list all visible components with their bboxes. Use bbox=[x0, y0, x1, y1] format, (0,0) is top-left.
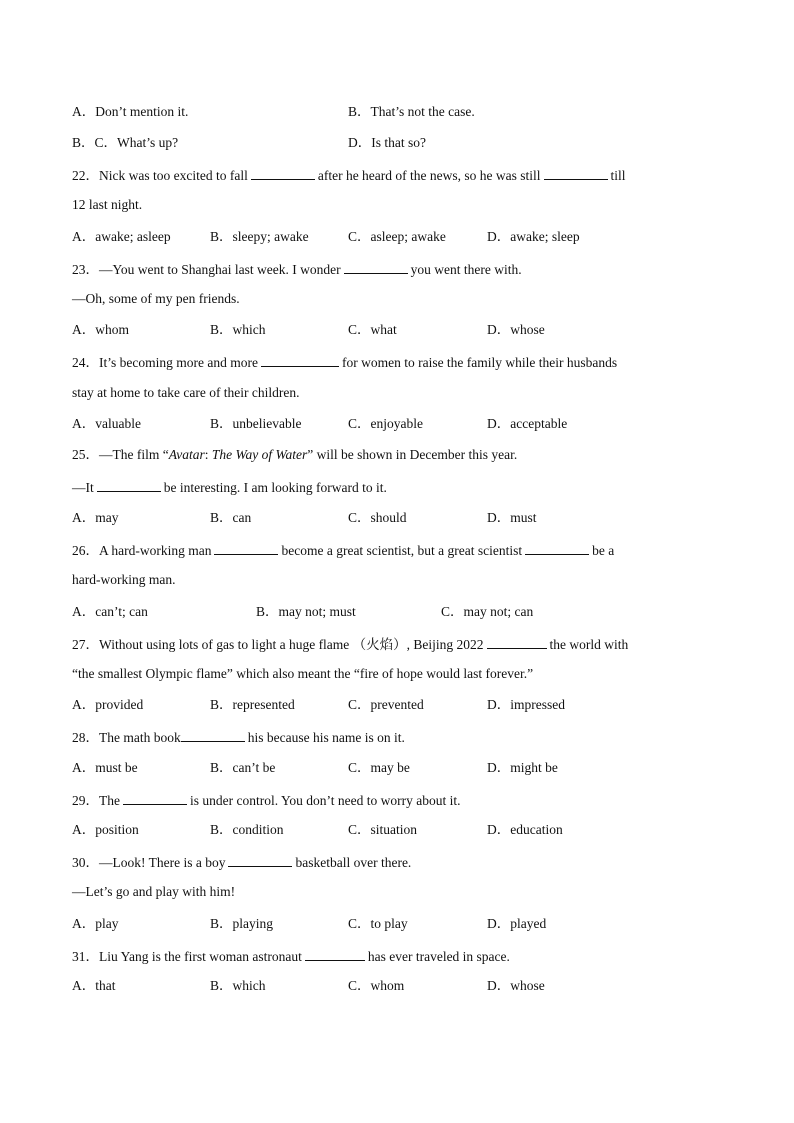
q28-option-c[interactable]: C．may be bbox=[348, 760, 410, 775]
q28-option-d[interactable]: D．might be bbox=[487, 760, 558, 775]
q22-stem-line1 bbox=[72, 166, 722, 184]
q29-stem-line1 bbox=[72, 791, 722, 809]
q22-text-3: till bbox=[610, 168, 626, 183]
q24-stem-line1 bbox=[72, 353, 722, 371]
q29-option-d[interactable]: D．education bbox=[487, 822, 563, 837]
q31-option-b[interactable]: B．which bbox=[210, 978, 266, 993]
q25-text-2: ” will be shown in December this year. bbox=[307, 447, 518, 462]
q26-option-a[interactable]: A．can’t; can bbox=[72, 604, 148, 619]
q27-stem-line2: “the smallest Olympic flame” which also meant the “fire of hope would last forever.” bbox=[72, 666, 534, 681]
q30-text-1: 30．—Look! There is a boy bbox=[72, 855, 226, 870]
q30-option-a[interactable]: A．play bbox=[72, 916, 119, 931]
q25-blank bbox=[97, 478, 161, 492]
q27-stem-line1 bbox=[72, 635, 722, 653]
q26-text-2: become a great scientist, but a great scientist bbox=[281, 543, 523, 558]
q25-film-title-a: Avatar bbox=[168, 447, 205, 462]
q31-text-1: 31．Liu Yang is the first woman astronaut bbox=[72, 949, 302, 964]
q30-option-b[interactable]: B．playing bbox=[210, 916, 273, 931]
q27-option-b[interactable]: B．represented bbox=[210, 697, 295, 712]
q28-stem-line1 bbox=[72, 728, 722, 746]
q25-stem-line1 bbox=[72, 447, 722, 463]
q26-blank-2 bbox=[525, 541, 589, 555]
q22-option-b[interactable]: B．sleepy; awake bbox=[210, 229, 309, 244]
q25-option-c[interactable]: C．should bbox=[348, 510, 407, 525]
q22-text-1: 22．Nick was too excited to fall bbox=[72, 168, 248, 183]
q29-text-1: 29．The bbox=[72, 793, 120, 808]
q23-option-d[interactable]: D．whose bbox=[487, 322, 545, 337]
q27-option-d[interactable]: D．impressed bbox=[487, 697, 565, 712]
q25-stem-line2 bbox=[72, 478, 722, 496]
q24-text-2: for women to raise the family while their husbands bbox=[341, 355, 618, 370]
q21-option-a[interactable]: A．Don’t mention it. bbox=[72, 104, 189, 119]
q28-blank bbox=[181, 728, 245, 742]
q21-option-c[interactable]: B．C．What’s up? bbox=[72, 135, 179, 150]
q30-option-c[interactable]: C．to play bbox=[348, 916, 408, 931]
q26-option-b[interactable]: B．may not; must bbox=[256, 604, 356, 619]
q30-text-2: basketball over there. bbox=[295, 855, 412, 870]
q25-option-d[interactable]: D．must bbox=[487, 510, 537, 525]
q23-stem-line2: —Oh, some of my pen friends. bbox=[72, 291, 240, 306]
q29-blank bbox=[123, 791, 187, 805]
q26-text-3: be a bbox=[592, 543, 615, 558]
q24-stem-line2: stay at home to take care of their children. bbox=[72, 385, 300, 400]
q31-option-c[interactable]: C．whom bbox=[348, 978, 405, 993]
q21-option-d[interactable]: D．Is that so? bbox=[348, 135, 426, 150]
q22-option-d[interactable]: D．awake; sleep bbox=[487, 229, 580, 244]
q25-text-4: be interesting. I am looking forward to it. bbox=[163, 480, 387, 495]
q27-text-1: 27．Without using lots of gas to light a huge flame （火焰）, Beijing 2022 bbox=[72, 637, 484, 652]
q29-option-a[interactable]: A．position bbox=[72, 822, 139, 837]
q25-colon: : bbox=[204, 447, 212, 462]
q23-text-1: 23．—You went to Shanghai last week. I wonder bbox=[72, 262, 341, 277]
q29-option-c[interactable]: C．situation bbox=[348, 822, 418, 837]
q27-blank bbox=[487, 635, 547, 649]
q23-blank bbox=[344, 260, 408, 274]
q27-option-c[interactable]: C．prevented bbox=[348, 697, 424, 712]
q23-option-a[interactable]: A．whom bbox=[72, 322, 129, 337]
q27-option-a[interactable]: A．provided bbox=[72, 697, 144, 712]
q24-blank bbox=[261, 353, 339, 367]
q27-text-2: the world with bbox=[549, 637, 629, 652]
q31-option-a[interactable]: A．that bbox=[72, 978, 116, 993]
q31-text-2: has ever traveled in space. bbox=[367, 949, 510, 964]
q25-option-a[interactable]: A．may bbox=[72, 510, 119, 525]
q30-blank bbox=[228, 853, 292, 867]
q22-stem-line2: 12 last night. bbox=[72, 197, 143, 212]
q31-option-d[interactable]: D．whose bbox=[487, 978, 545, 993]
q25-option-b[interactable]: B．can bbox=[210, 510, 252, 525]
q24-option-c[interactable]: C．enjoyable bbox=[348, 416, 423, 431]
q30-stem-line2: —Let’s go and play with him! bbox=[72, 884, 236, 899]
q22-blank-1 bbox=[251, 166, 315, 180]
q26-text-1: 26．A hard-working man bbox=[72, 543, 212, 558]
q23-option-c[interactable]: C．what bbox=[348, 322, 397, 337]
q29-text-2: is under control. You don’t need to worry about it. bbox=[190, 793, 461, 808]
q21-option-b[interactable]: B．That’s not the case. bbox=[348, 104, 475, 119]
q26-stem-line2: hard-working man. bbox=[72, 572, 176, 587]
q24-option-b[interactable]: B．unbelievable bbox=[210, 416, 302, 431]
q29-option-b[interactable]: B．condition bbox=[210, 822, 284, 837]
q28-text-2: his because his name is on it. bbox=[247, 730, 405, 745]
q23-stem-line1 bbox=[72, 260, 722, 278]
q24-option-d[interactable]: D．acceptable bbox=[487, 416, 568, 431]
q30-option-d[interactable]: D．played bbox=[487, 916, 547, 931]
q22-blank-2 bbox=[544, 166, 608, 180]
q26-blank-1 bbox=[214, 541, 278, 555]
q25-text-1: 25．—The film “ bbox=[72, 447, 169, 462]
q24-option-a[interactable]: A．valuable bbox=[72, 416, 141, 431]
q23-option-b[interactable]: B．which bbox=[210, 322, 266, 337]
q23-text-2: you went there with. bbox=[410, 262, 522, 277]
q24-text-1: 24．It’s becoming more and more bbox=[72, 355, 258, 370]
q30-stem-line1 bbox=[72, 853, 722, 871]
q22-text-2: after he heard of the news, so he was still bbox=[317, 168, 541, 183]
q22-option-c[interactable]: C．asleep; awake bbox=[348, 229, 446, 244]
q26-stem-line1 bbox=[72, 541, 722, 559]
q31-blank bbox=[305, 947, 365, 961]
q31-stem-line1 bbox=[72, 947, 722, 965]
q26-option-c[interactable]: C．may not; can bbox=[441, 604, 534, 619]
q22-option-a[interactable]: A．awake; asleep bbox=[72, 229, 171, 244]
q28-option-a[interactable]: A．must be bbox=[72, 760, 138, 775]
q28-option-b[interactable]: B．can’t be bbox=[210, 760, 276, 775]
q25-film-title-b: The Way of Water bbox=[211, 447, 308, 462]
q28-text-1: 28．The math book bbox=[72, 730, 181, 745]
q25-text-3: —It bbox=[72, 480, 94, 495]
